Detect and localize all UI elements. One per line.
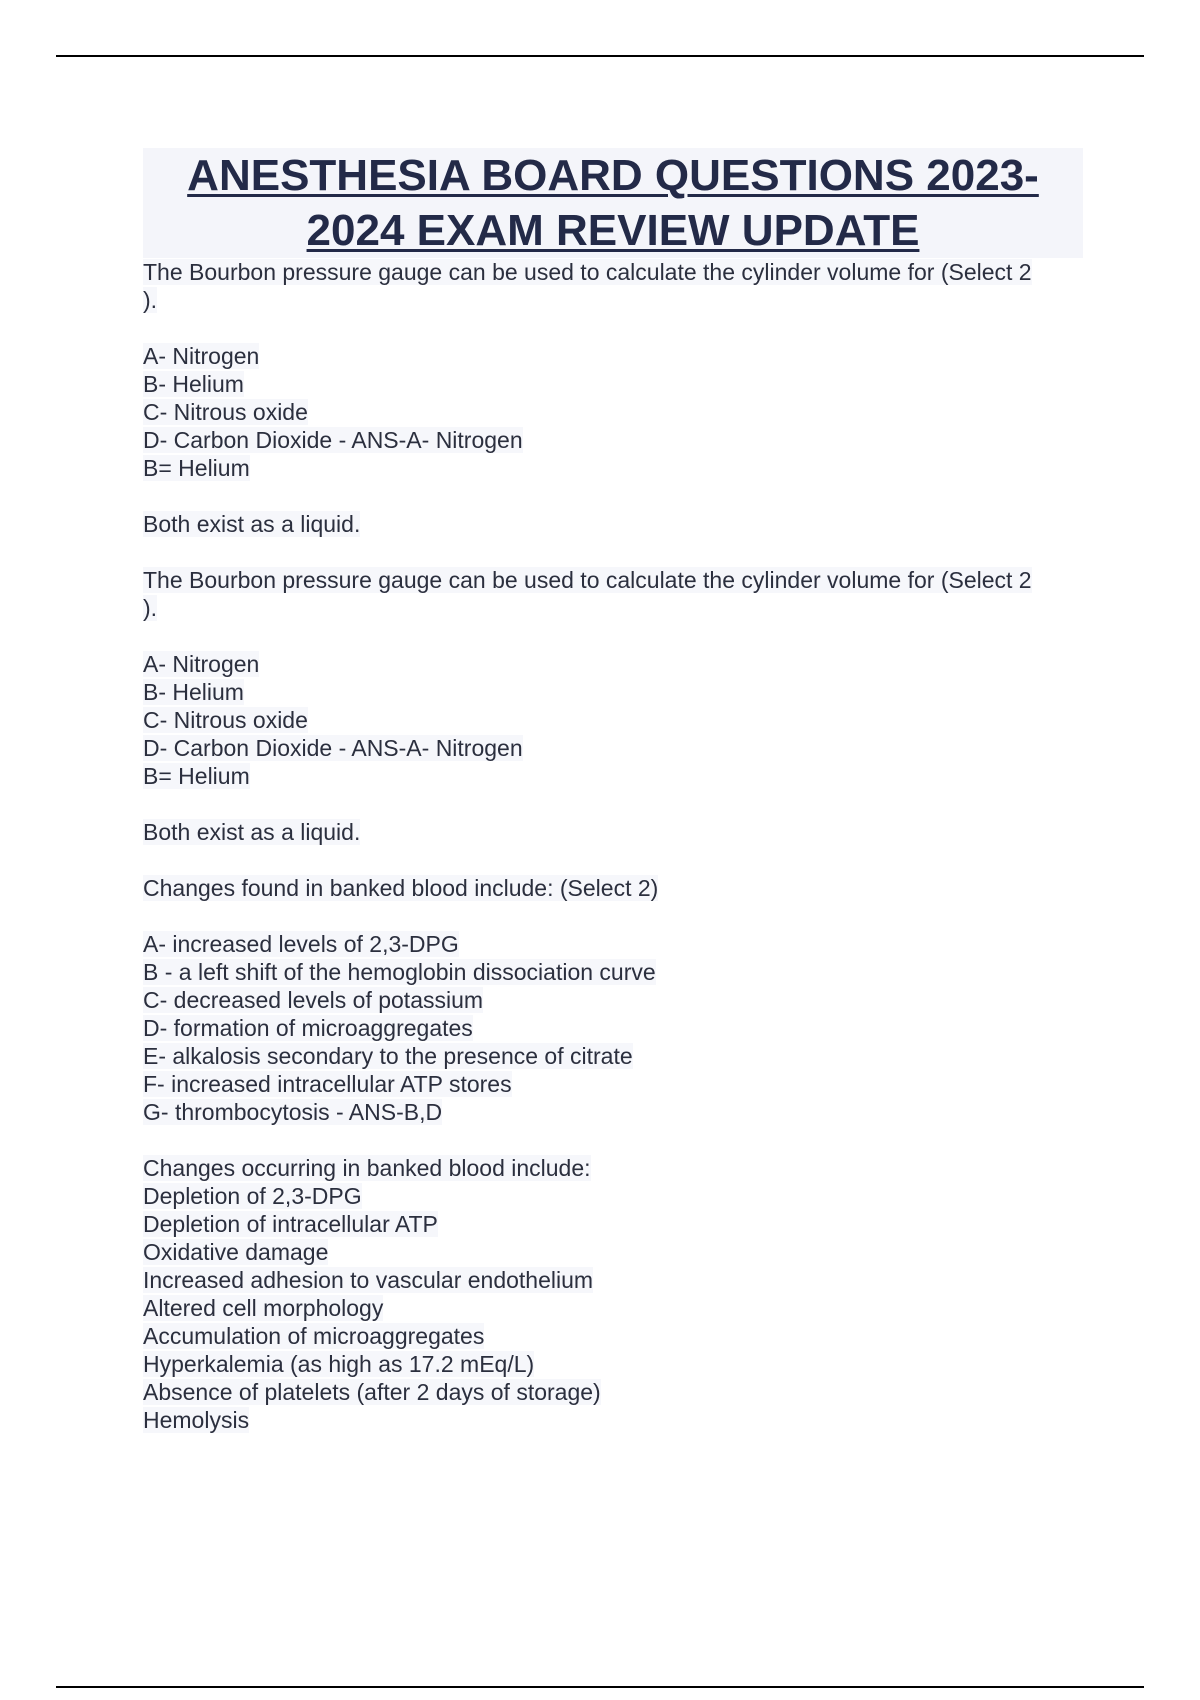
text-line-content: Absence of platelets (after 2 days of storage) bbox=[143, 1379, 601, 1405]
document-body bbox=[143, 148, 1083, 1462]
text-paragraph bbox=[143, 510, 1083, 538]
text-line bbox=[143, 342, 1083, 370]
text-line-content: F- increased intracellular ATP stores bbox=[143, 1071, 512, 1097]
text-line-content: B= Helium bbox=[143, 763, 250, 789]
text-line-content: Hemolysis bbox=[143, 1407, 250, 1433]
text-line-content: D- Carbon Dioxide - ANS-A- Nitrogen bbox=[143, 735, 523, 761]
text-line bbox=[143, 370, 1083, 398]
text-line bbox=[143, 986, 1083, 1014]
text-line-content: Both exist as a liquid. bbox=[143, 511, 361, 537]
text-line-content: Accumulation of microaggregates bbox=[143, 1323, 485, 1349]
text-line bbox=[143, 958, 1083, 986]
text-line-content: C- Nitrous oxide bbox=[143, 707, 308, 733]
text-line bbox=[143, 398, 1083, 426]
text-line bbox=[143, 1266, 1083, 1294]
text-line bbox=[143, 426, 1083, 454]
page-title bbox=[147, 148, 1079, 258]
footer-rule bbox=[56, 1686, 1144, 1688]
text-paragraph bbox=[143, 566, 1083, 622]
text-line bbox=[143, 1098, 1083, 1126]
text-line-content: Depletion of 2,3-DPG bbox=[143, 1183, 362, 1209]
text-line-content: Changes found in banked blood include: (Select 2) bbox=[143, 875, 659, 901]
text-line bbox=[143, 762, 1083, 790]
text-line bbox=[143, 454, 1083, 482]
text-line bbox=[143, 1350, 1083, 1378]
text-line bbox=[143, 1378, 1083, 1406]
text-line-content: Both exist as a liquid. bbox=[143, 819, 361, 845]
text-line bbox=[143, 1238, 1083, 1266]
text-line-content: A- Nitrogen bbox=[143, 651, 260, 677]
text-line-content: A- increased levels of 2,3-DPG bbox=[143, 931, 459, 957]
text-line bbox=[143, 734, 1083, 762]
text-line bbox=[143, 1042, 1083, 1070]
text-line bbox=[143, 818, 1083, 846]
text-line-content: G- thrombocytosis - ANS-B,D bbox=[143, 1099, 443, 1125]
text-line-content: B= Helium bbox=[143, 455, 250, 481]
text-line-content: Depletion of intracellular ATP bbox=[143, 1211, 438, 1237]
text-line bbox=[143, 1294, 1083, 1322]
text-line bbox=[143, 258, 1083, 286]
header-rule bbox=[56, 55, 1144, 57]
text-line bbox=[143, 678, 1083, 706]
text-paragraph bbox=[143, 650, 1083, 790]
text-line-content: Oxidative damage bbox=[143, 1239, 329, 1265]
text-line-content: The Bourbon pressure gauge can be used to calculate the cylinder volume for (Select 2 bbox=[143, 259, 1032, 285]
text-line-content: B - a left shift of the hemoglobin dissociation curve bbox=[143, 959, 656, 985]
text-line-content: C- decreased levels of potassium bbox=[143, 987, 484, 1013]
text-line bbox=[143, 1014, 1083, 1042]
text-paragraph bbox=[143, 342, 1083, 482]
text-paragraph bbox=[143, 930, 1083, 1126]
text-line bbox=[143, 566, 1083, 594]
text-line-content: A- Nitrogen bbox=[143, 343, 260, 369]
text-line bbox=[143, 1182, 1083, 1210]
document-title bbox=[143, 148, 1083, 258]
text-line bbox=[143, 286, 1083, 314]
text-line-content: Increased adhesion to vascular endothelium bbox=[143, 1267, 594, 1293]
question-blocks bbox=[143, 258, 1083, 1434]
text-paragraph bbox=[143, 258, 1083, 314]
text-line bbox=[143, 650, 1083, 678]
text-line bbox=[143, 1322, 1083, 1350]
text-line-content: D- formation of microaggregates bbox=[143, 1015, 473, 1041]
text-line bbox=[143, 930, 1083, 958]
text-line-content: Hyperkalemia (as high as 17.2 mEq/L) bbox=[143, 1351, 535, 1377]
text-line bbox=[143, 1070, 1083, 1098]
text-line-content: ). bbox=[143, 595, 158, 621]
text-line-content: C- Nitrous oxide bbox=[143, 399, 308, 425]
title-line-2: 2024 EXAM REVIEW UPDATE bbox=[306, 206, 920, 255]
text-paragraph bbox=[143, 874, 1083, 902]
text-line bbox=[143, 874, 1083, 902]
text-line bbox=[143, 1154, 1083, 1182]
text-paragraph bbox=[143, 1154, 1083, 1434]
text-line-content: B- Helium bbox=[143, 679, 244, 705]
text-line-content: Altered cell morphology bbox=[143, 1295, 384, 1321]
text-line-content: Changes occurring in banked blood include: bbox=[143, 1155, 591, 1181]
text-line-content: The Bourbon pressure gauge can be used to calculate the cylinder volume for (Select 2 bbox=[143, 567, 1032, 593]
text-line bbox=[143, 594, 1083, 622]
text-line bbox=[143, 1406, 1083, 1434]
text-line-content: E- alkalosis secondary to the presence of citrate bbox=[143, 1043, 633, 1069]
text-line-content: ). bbox=[143, 287, 158, 313]
text-line bbox=[143, 1210, 1083, 1238]
text-line bbox=[143, 706, 1083, 734]
text-line-content: D- Carbon Dioxide - ANS-A- Nitrogen bbox=[143, 427, 523, 453]
text-line-content: B- Helium bbox=[143, 371, 244, 397]
title-line-1: ANESTHESIA BOARD QUESTIONS 2023- bbox=[187, 151, 1039, 200]
text-line bbox=[143, 510, 1083, 538]
text-paragraph bbox=[143, 818, 1083, 846]
